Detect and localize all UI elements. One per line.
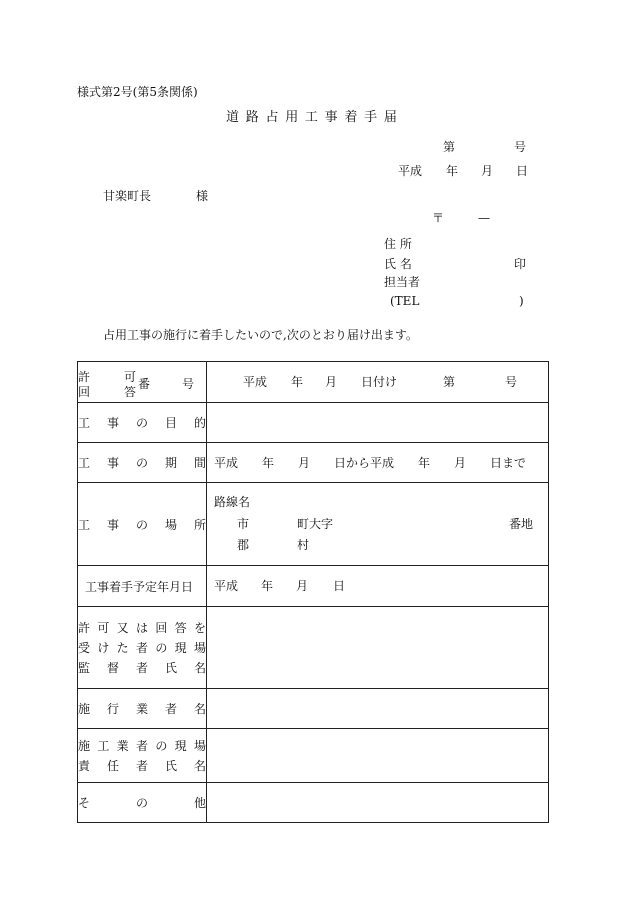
supervisor-label-char: を — [193, 621, 206, 635]
supervisor-label-char: 又 — [116, 621, 129, 635]
location-village: 村 — [297, 538, 310, 552]
location-town: 町大字 — [297, 517, 334, 531]
supervisor-label-char: 場 — [193, 641, 206, 655]
permit-label-kyo: 許 — [78, 370, 91, 384]
supervisor-label-char: 者 — [135, 661, 148, 675]
supervisor-label-char: 許 — [78, 621, 91, 635]
supervisor-label-char: 答 — [174, 621, 187, 635]
other-value[interactable] — [207, 783, 549, 823]
row-contractor — [78, 689, 549, 729]
start-day: 日 — [333, 579, 346, 593]
supervisor-value[interactable] — [207, 607, 549, 689]
row-other — [78, 783, 549, 823]
supervisor-label-char: は — [135, 621, 148, 635]
contractor-label — [78, 689, 207, 729]
supervisor-label — [78, 607, 207, 689]
period-label-char: 期 — [164, 456, 177, 470]
location-label-char: 事 — [106, 517, 119, 532]
site-manager-label-char: 氏 — [164, 759, 177, 773]
site-manager-label-char: 名 — [193, 759, 206, 773]
location-value[interactable] — [207, 483, 549, 566]
row-period — [78, 443, 549, 483]
permit-no-prefix: 第 — [443, 375, 456, 389]
location-route: 路線名 — [214, 495, 251, 509]
site-manager-label-char: 者 — [135, 759, 148, 773]
name-label: 氏 名 — [384, 257, 412, 271]
form-table — [77, 361, 549, 823]
supervisor-label-char: の — [155, 641, 168, 655]
period-label-char: の — [135, 456, 148, 470]
period-label — [78, 443, 207, 483]
contractor-value[interactable] — [207, 689, 549, 729]
supervisor-label-char: け — [97, 641, 110, 655]
start-date-value[interactable] — [207, 566, 549, 607]
site-manager-label-char: 業 — [116, 739, 129, 753]
supervisor-label-char: 者 — [135, 641, 148, 655]
permit-label-stack — [78, 367, 206, 397]
intro-text: 占用工事の施行に着手したいので,次のとおり届け出ます。 — [103, 328, 418, 342]
other-label-char: の — [135, 796, 148, 810]
site-manager-label-char: 工 — [97, 739, 110, 753]
tel-open: (TEL — [390, 294, 420, 308]
site-manager-label-char: 者 — [135, 739, 148, 753]
other-label-char: そ — [78, 796, 91, 810]
site-manager-label-char: 責 — [78, 759, 91, 773]
permit-value[interactable] — [207, 362, 549, 403]
start-month: 月 — [296, 579, 309, 593]
row-permit — [78, 362, 549, 403]
contact-label: 担当者 — [384, 275, 421, 289]
row-site-manager — [78, 729, 549, 783]
period-label-char: 工 — [78, 456, 91, 470]
tel-close: ) — [519, 294, 524, 308]
permit-label-kai: 回 — [78, 385, 91, 399]
purpose-label-char: 目 — [164, 416, 177, 430]
date-day: 日 — [516, 164, 529, 178]
supervisor-label-char: 受 — [78, 641, 91, 655]
date-year: 年 — [446, 164, 459, 178]
location-label-char: の — [135, 517, 148, 532]
start-year: 年 — [261, 579, 274, 593]
location-label — [78, 483, 207, 566]
form-number: 様式第2号(第5条関係) — [77, 85, 198, 99]
supervisor-label-char: 名 — [193, 661, 206, 675]
permit-label-to: 答 — [124, 385, 137, 399]
address-label: 住 所 — [384, 237, 412, 251]
permit-label — [78, 362, 207, 403]
site-manager-label-char: 施 — [78, 739, 91, 753]
purpose-label-char: 的 — [193, 416, 206, 430]
permit-label-go: 号 — [182, 377, 195, 391]
supervisor-label-char: 氏 — [164, 661, 177, 675]
period-text: 平成 年 月 日から平成 年 月 日まで — [214, 456, 527, 470]
location-label-char: 所 — [193, 517, 206, 532]
date-month: 月 — [481, 164, 494, 178]
supervisor-label-char: た — [116, 641, 129, 655]
location-city: 市 — [237, 517, 250, 531]
row-location — [78, 483, 549, 566]
site-manager-label-char: 任 — [106, 759, 119, 773]
start-date-label — [78, 566, 207, 607]
purpose-label — [78, 403, 207, 443]
site-manager-label-char: 現 — [174, 739, 187, 753]
site-manager-value[interactable] — [207, 729, 549, 783]
contractor-label-char: 者 — [164, 702, 177, 716]
permit-no-suffix: 号 — [505, 375, 518, 389]
permit-year: 年 — [291, 375, 304, 389]
seal-mark: 印 — [514, 257, 527, 271]
contractor-label-char: 行 — [106, 702, 119, 716]
supervisor-label-char: 監 — [78, 661, 91, 675]
contractor-label-char: 施 — [78, 702, 91, 716]
other-label — [78, 783, 207, 823]
supervisor-label-char: 現 — [174, 641, 187, 655]
row-purpose — [78, 403, 549, 443]
permit-month: 月 — [325, 375, 338, 389]
location-county: 郡 — [237, 538, 250, 552]
permit-label-ka: 可 — [124, 370, 137, 384]
supervisor-label-char: 可 — [97, 621, 110, 635]
date-era: 平成 — [398, 164, 423, 178]
site-manager-label-char: 場 — [193, 739, 206, 753]
permit-era: 平成 — [243, 375, 268, 389]
purpose-label-char: 事 — [106, 416, 119, 430]
contractor-label-char: 業 — [135, 702, 148, 716]
location-lot: 番地 — [509, 517, 534, 531]
site-manager-label-char: の — [155, 739, 168, 753]
other-label-char: 他 — [193, 796, 206, 810]
start-date-label-text: 工事着手予定年月日 — [85, 579, 194, 594]
contractor-label-char: 名 — [193, 702, 206, 716]
row-start-date — [78, 566, 549, 607]
supervisor-label-char: 督 — [106, 661, 119, 675]
row-supervisor — [78, 607, 549, 689]
start-era: 平成 — [214, 579, 239, 593]
permit-label-ban: 番 — [138, 377, 151, 391]
purpose-value[interactable] — [207, 403, 549, 443]
form-title: 道 路 占 用 工 事 着 手 届 — [226, 110, 399, 125]
period-label-char: 間 — [193, 456, 206, 470]
purpose-label-char: 工 — [78, 416, 91, 430]
period-label-char: 事 — [106, 456, 119, 470]
addressee-honorific: 様 — [196, 189, 209, 203]
addressee-name: 甘楽町長 — [103, 189, 152, 203]
period-value[interactable] — [207, 443, 549, 483]
permit-dated: 日付け — [361, 375, 398, 389]
doc-number-suffix: 号 — [514, 140, 527, 154]
postal-mark: 〒 — [432, 211, 445, 225]
doc-number-prefix: 第 — [443, 140, 456, 154]
location-label-char: 場 — [164, 517, 177, 532]
site-manager-label — [78, 729, 207, 783]
supervisor-label-char: 回 — [155, 621, 168, 635]
postal-dash: — — [478, 211, 490, 225]
location-label-char: 工 — [78, 517, 91, 532]
purpose-label-char: の — [135, 416, 148, 430]
